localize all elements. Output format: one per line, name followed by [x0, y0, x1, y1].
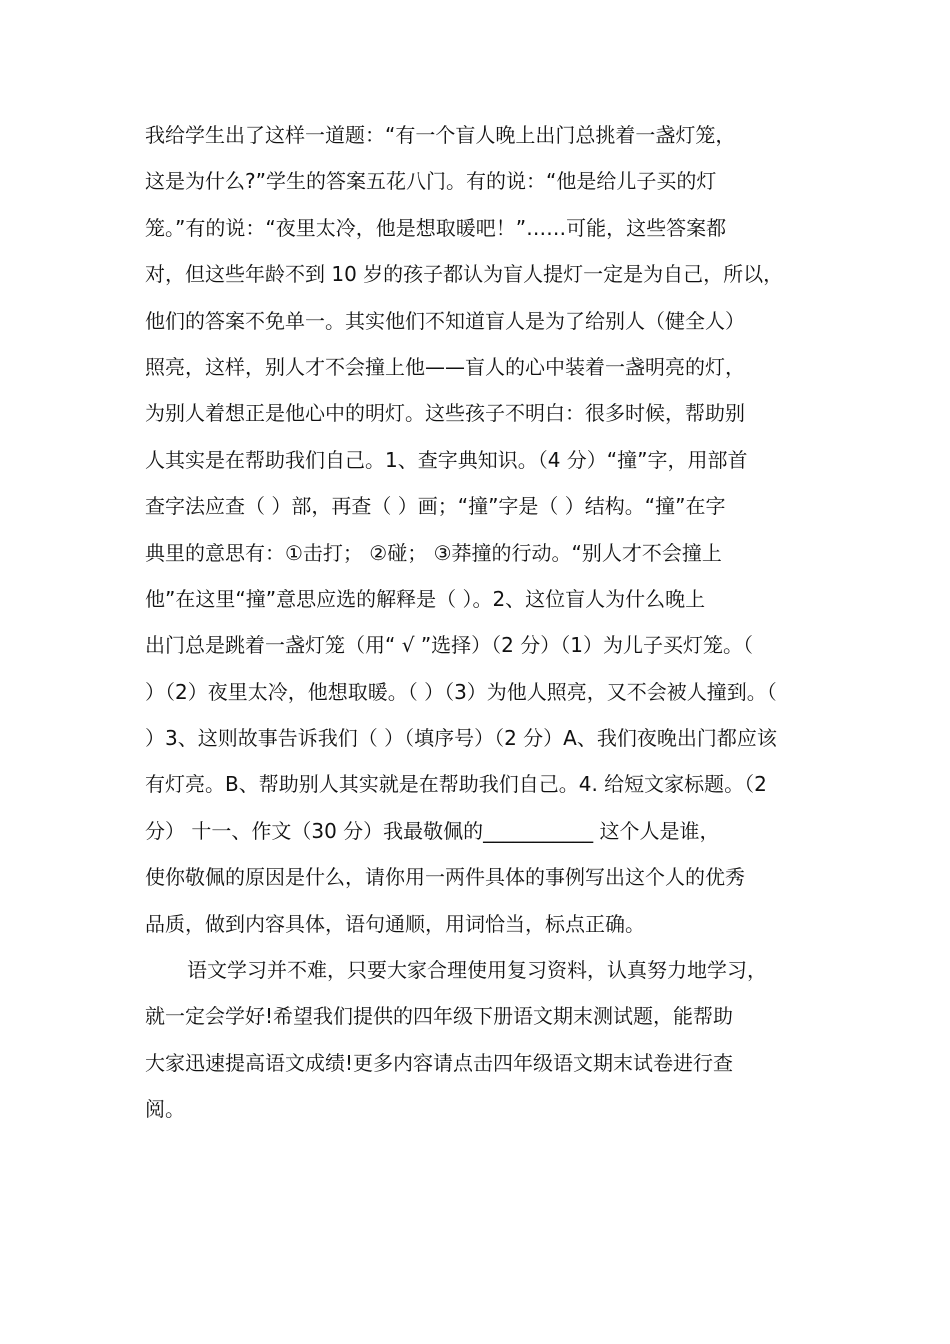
text-line: 有灯亮。B、帮助别人其实就是在帮助我们自己。4. 给短文家标题。（2	[145, 772, 767, 797]
text-line: 使你敬佩的原因是什么，请你用一两件具体的事例写出这个人的优秀	[145, 865, 745, 890]
text-line: 这是为什么?”学生的答案五花八门。有的说：“他是给儿子买的灯	[145, 169, 717, 194]
paragraph-closing	[145, 947, 815, 1133]
text-line: 他”在这里“撞”意思应选的解释是（ ）。2、这位盲人为什么晚上	[145, 586, 706, 611]
text-line: 大家迅速提高语文成绩!更多内容请点击四年级语文期末试卷进行查	[145, 1050, 734, 1075]
text-line: 笼。”有的说：“夜里太冷，他是想取暖吧！”……可能，这些答案都	[145, 215, 727, 240]
text-line: 品质，做到内容具体，语句通顺，用词恰当，标点正确。	[145, 911, 645, 936]
text-line: 阅。	[145, 1097, 185, 1122]
text-line: 为别人着想正是他心中的明灯。这些孩子不明白：很多时候，帮助别	[145, 401, 745, 426]
text-line: 他们的答案不免单一。其实他们不知道盲人是为了给别人（健全人）	[145, 308, 745, 333]
text-line: 语文学习并不难，只要大家合理使用复习资料，认真努力地学习，	[187, 958, 767, 983]
text-line: 我给学生出了这样一道题：“有一个盲人晚上出门总挑着一盏灯笼，	[145, 123, 736, 147]
text-line: 照亮，这样，别人才不会撞上他——盲人的心中装着一盏明亮的灯，	[145, 354, 745, 379]
document-body	[145, 112, 815, 1133]
paragraph-question	[145, 112, 815, 947]
text-line: ）（2）夜里太冷，他想取暖。（ ）（3）为他人照亮，又不会被人撞到。（	[145, 679, 777, 704]
text-line: 就一定会学好!希望我们提供的四年级下册语文期末测试题，能帮助	[145, 1004, 734, 1029]
text-line: 查字法应查（ ）部，再查（ ）画；“撞”字是（ ）结构。“撞”在字	[145, 494, 726, 519]
text-line: 出门总是跳着一盏灯笼（用“ √ ”选择）（2 分）（1）为儿子买灯笼。（	[145, 633, 753, 658]
text-line: 对，但这些年龄不到 10 岁的孩子都认为盲人提灯一定是为自己，所以，	[145, 262, 784, 287]
text-line: 人其实是在帮助我们自己。1、查字典知识。（4 分）“撞”字，用部首	[145, 447, 748, 472]
text-line: 分） 十一、作文（30 分）我最敬佩的___________ 这个人是谁，	[145, 818, 720, 843]
text-line: 典里的意思有：①击打； ②碰； ③莽撞的行动。“别人才不会撞上	[145, 540, 722, 565]
text-line: ）3、这则故事告诉我们（ ）（填序号）（2 分）A、我们夜晚出门都应该	[145, 726, 777, 751]
